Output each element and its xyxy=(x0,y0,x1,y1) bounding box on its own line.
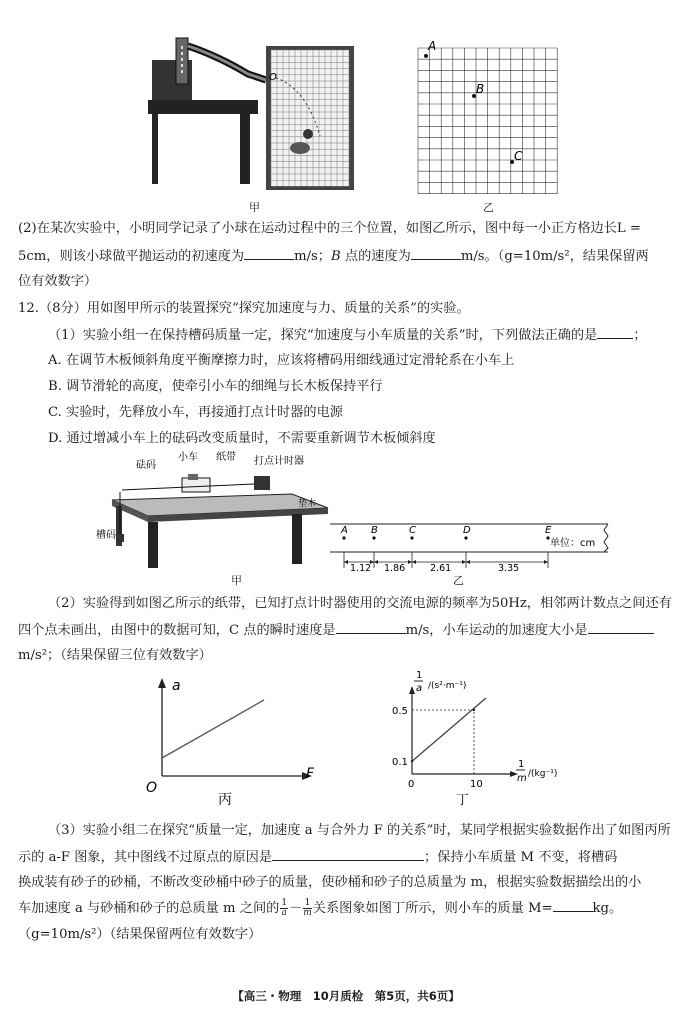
tape-unit-label: 单位：cm xyxy=(550,538,596,549)
option-c: C. 实验时，先释放小车，再接通打点计时器的电源 xyxy=(48,405,343,420)
tape-distance-label: 3.35 xyxy=(498,563,520,572)
point-b-label: B xyxy=(476,82,485,96)
car-label: 小车 xyxy=(178,452,198,463)
tape-label: 纸带 xyxy=(216,452,236,463)
svg-text:m: m xyxy=(517,773,527,784)
fig-yi-top-caption: 乙 xyxy=(483,201,494,214)
series-line xyxy=(412,698,486,761)
answer-blank-mass[interactable] xyxy=(553,898,593,912)
q12-3-line5: （g=10m/s²）（结果保留两位有效数字） xyxy=(18,927,262,942)
ding-yunit: /(s²·m⁻¹) xyxy=(428,681,467,691)
q12-2-line2: 四个点未画出，由图中的数据可知，C 点的瞬时速度是 m/s，小车运动的加速度大小是 xyxy=(18,620,668,641)
tape-point-label: A xyxy=(341,525,348,536)
q12-3-line3: 换成装有砂子的砂桶，不断改变砂桶中砂子的质量，使砂桶和砂子的总质量为 m，根据实验数据描绘出的小 xyxy=(18,875,642,890)
fig-apparatus-caption-jia: 甲 xyxy=(231,574,242,587)
x-tick-label: 0 xyxy=(408,779,415,790)
page-footer: 【高三・物理 10月质检 第5页，共6页】 xyxy=(232,989,460,1003)
svg-text:a: a xyxy=(416,683,423,694)
tape-dot xyxy=(464,536,467,539)
cart-apparatus-figure xyxy=(92,450,332,572)
option-d: D. 通过增减小车上的砝码改变质量时，不需要重新调节木板倾斜度 xyxy=(48,431,436,446)
answer-blank-v0[interactable] xyxy=(244,246,294,260)
tape-distance-label: 2.61 xyxy=(430,563,452,572)
tape-point-label: B xyxy=(371,525,378,536)
q11-2-line3: 位有效数字） xyxy=(18,274,98,289)
svg-text:1: 1 xyxy=(518,759,525,770)
bing-caption: 丙 xyxy=(218,792,232,808)
q11-2-line1: (2)在某次实验中，小明同学记录了小球在运动过程中的三个位置，如图乙所示，图中每一小正方格边长L = xyxy=(18,221,641,236)
y-tick-label: 0.5 xyxy=(392,706,408,717)
ding-caption: 丁 xyxy=(456,793,470,808)
tape-dot xyxy=(372,536,375,539)
option-a: A. 在调节木板倾斜角度平衡摩擦力时，应该将槽码用细线通过定滑轮系在小车上 xyxy=(48,353,515,368)
fig-jia-top-caption: 甲 xyxy=(249,201,260,214)
grid-figure xyxy=(414,36,564,196)
q12-2-line1: （2）实验得到如图乙所示的纸带，已知打点计时器使用的交流电源的频率为50Hz，相邻两计数点之间还有 xyxy=(48,596,672,611)
data-point xyxy=(473,709,475,711)
q12-1-stem: （1）实验小组一在保持槽码质量一定，探究“加速度与小车质量的关系”时，下列做法正确的是 ； xyxy=(48,325,692,346)
q12-2-line3: m/s²；（结果保留三位有效数字） xyxy=(18,648,212,663)
answer-blank-reason[interactable] xyxy=(272,847,424,861)
tape-dot xyxy=(342,536,345,539)
tape-dot xyxy=(410,536,413,539)
answer-blank-accel[interactable] xyxy=(588,620,654,634)
option-b: B. 调节滑轮的高度，使牵引小车的细绳与长木板保持平行 xyxy=(48,379,383,394)
x-tick-label: 10 xyxy=(470,779,483,790)
bing-ylabel: a xyxy=(172,678,181,694)
point-a-label: A xyxy=(428,39,437,53)
data-point xyxy=(411,760,413,762)
answer-blank-vb[interactable] xyxy=(411,246,461,260)
point-o-label: O xyxy=(269,72,277,83)
projectile-apparatus-figure xyxy=(148,36,358,194)
fig-apparatus-caption-yi: 乙 xyxy=(453,574,464,587)
y-tick-label: 0.1 xyxy=(392,757,408,769)
hook-mass-label: 槽码 xyxy=(96,530,116,541)
timer-label: 打点计时器 xyxy=(254,456,304,467)
q12-3-line2: 示的 a-F 图象，其中图线不过原点的原因是 ；保持小车质量 M 不变，将槽码 xyxy=(18,847,668,868)
answer-blank-q12-1[interactable] xyxy=(597,325,633,339)
pad-label: 垫木 xyxy=(298,499,317,509)
point-c-label: C xyxy=(514,149,523,163)
a-f-graph xyxy=(140,672,330,812)
q12-3-line1: （3）实验小组二在探究“质量一定，加速度 a 与合外力 F 的关系”时，某同学根据实验数据作出了如图丙所 xyxy=(48,823,671,838)
paper-tape-figure xyxy=(330,518,612,572)
a-f-line xyxy=(162,700,264,758)
bing-origin: O xyxy=(146,780,158,796)
q11-2-line2: 5cm，则该小球做平抛运动的初速度为 m/s；B 点的速度为 m/s。（g=10m/s²，结果保留两 xyxy=(18,246,668,267)
tape-point-label: D xyxy=(463,525,471,536)
tape-point-label: C xyxy=(409,525,416,536)
svg-text:1: 1 xyxy=(416,670,423,681)
tape-distance-label: 1.86 xyxy=(384,563,406,572)
answer-blank-vc[interactable] xyxy=(336,620,406,634)
tape-distance-label: 1.12 xyxy=(350,563,372,572)
q12-header: 12.（8分）用如图甲所示的装置探究“探究加速度与力、质量的关系”的实验。 xyxy=(18,301,470,316)
ding-xunit: /(kg⁻¹) xyxy=(528,769,558,779)
q12-3-line4: 车加速度 a 与砂桶和砂子的总质量 m 之间的 $\frac{1}{a}$ － $\frac{1}{m}$ 关系图象如图丁所示，则小车的质量 M= kg。 xyxy=(18,898,623,918)
weights-label: 砝码 xyxy=(136,460,156,471)
bing-xlabel: F xyxy=(306,766,315,782)
inverse-a-m-graph xyxy=(390,666,600,808)
tape-point-label: E xyxy=(545,525,552,536)
